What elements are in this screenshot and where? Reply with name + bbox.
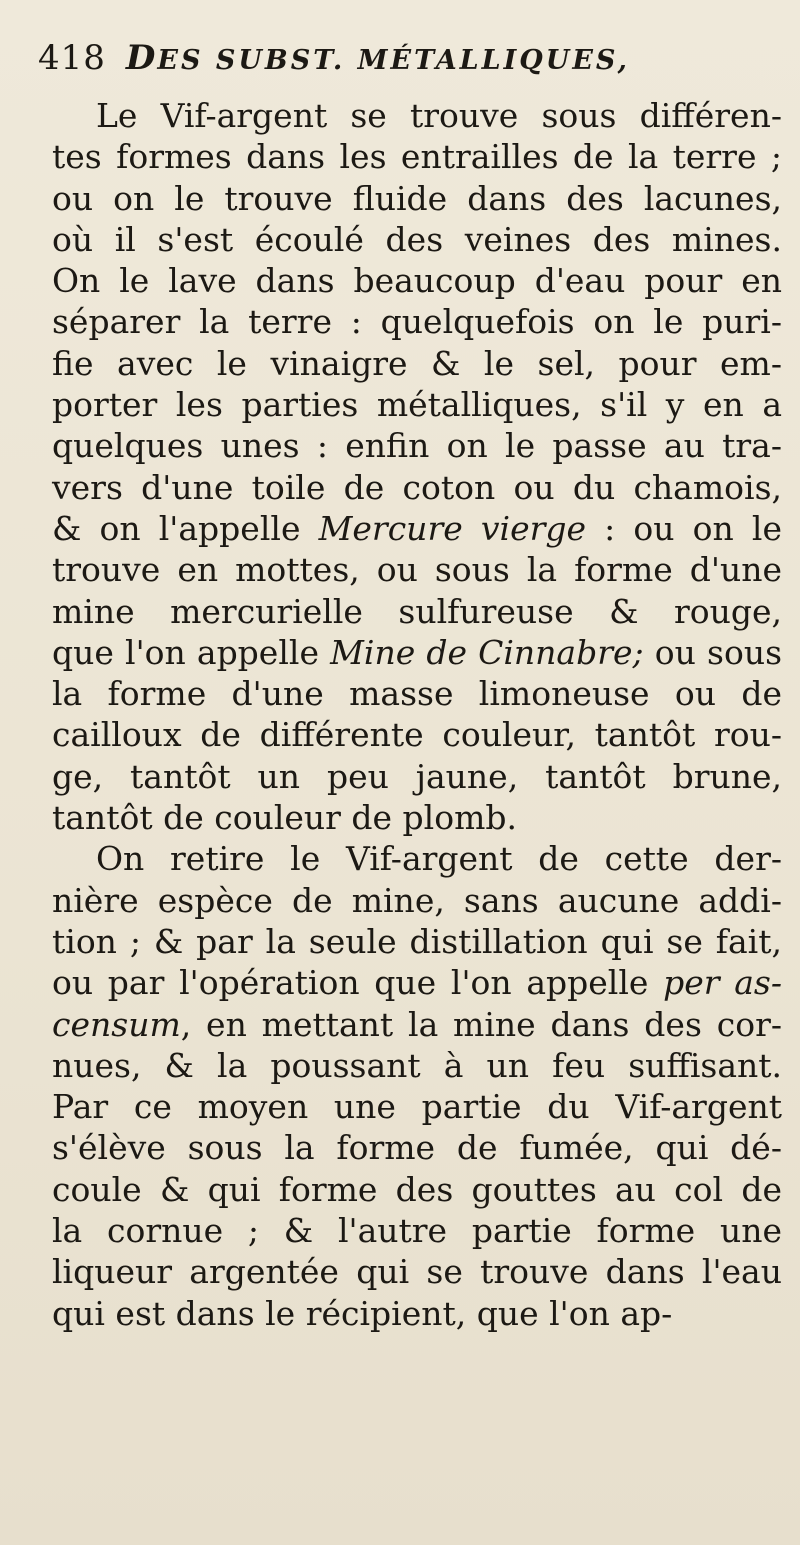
running-head — [38, 38, 778, 84]
text-line: coule & qui forme des gouttes au col de — [52, 1169, 782, 1209]
text-line: trouve en mottes, ou sous la forme d'une — [52, 550, 782, 590]
text-line: Le Vif-argent se trouve sous différen- — [96, 96, 782, 135]
text-segment: ou par l'opération que l'on appelle — [52, 963, 664, 1003]
running-title-rest: ES SUBST. MÉTALLIQUES, — [157, 45, 630, 76]
italic-term: censum — [52, 1004, 181, 1044]
text-line: qui est dans le récipient, que l'on ap- — [52, 1293, 673, 1333]
text-line — [52, 962, 782, 1003]
text-line: où il s'est écoulé des veines des mines. — [52, 219, 782, 259]
text-line: tes formes dans les entrailles de la terre ; — [52, 137, 782, 177]
text-segment: , en mettant la mine dans des cor- — [180, 1004, 782, 1044]
text-line: cailloux de différente couleur, tantôt rou- — [52, 715, 782, 755]
text-line — [52, 1004, 782, 1045]
running-title — [126, 38, 630, 78]
page-number: 418 — [38, 38, 106, 78]
text-segment: & on l'appelle — [52, 508, 319, 548]
text-line: quelques unes : enfin on le passe au tra- — [52, 426, 782, 466]
text-line: tion ; & par la seule distillation qui se fait, — [52, 921, 782, 961]
text-segment: ou sous — [643, 632, 783, 672]
text-line — [52, 508, 782, 549]
italic-term: Mine de Cinnabre; — [330, 632, 644, 672]
text-line — [52, 632, 782, 673]
italic-term: per as- — [663, 963, 782, 1003]
text-segment: que l'on appelle — [52, 632, 331, 672]
text-line: ge, tantôt un peu jaune, tantôt brune, — [52, 756, 782, 796]
text-segment: : ou on le — [586, 508, 782, 548]
text-line: On retire le Vif-argent de cette der- — [96, 839, 782, 879]
text-line: mine mercurielle sulfureuse & rouge, — [52, 591, 782, 631]
italic-term: Mercure vierge — [318, 508, 587, 548]
text-line: fie avec le vinaigre & le sel, pour em- — [52, 343, 782, 383]
text-line: séparer la terre : quelquefois on le puri- — [52, 302, 782, 342]
text-line: la forme d'une masse limoneuse ou de — [52, 674, 782, 714]
text-line: la cornue ; & l'autre partie forme une — [52, 1211, 782, 1251]
text-line: nues, & la poussant à un feu suffisant. — [52, 1045, 782, 1085]
text-line: On le lave dans beaucoup d'eau pour en — [52, 261, 782, 301]
text-line: ou on le trouve fluide dans des lacunes, — [52, 178, 782, 218]
body-text — [52, 95, 782, 1334]
text-line: s'élève sous la forme de fumée, qui dé- — [52, 1128, 782, 1168]
running-title-initial: D — [125, 38, 158, 78]
text-line: Par ce moyen une partie du Vif-argent — [52, 1087, 782, 1127]
text-line: porter les parties métalliques, s'il y en a — [52, 385, 782, 425]
text-line: liqueur argentée qui se trouve dans l'eau — [52, 1252, 782, 1292]
text-line: tantôt de couleur de plomb. — [52, 798, 518, 838]
text-line: vers d'une toile de coton ou du chamois, — [52, 467, 782, 507]
text-line: nière espèce de mine, sans aucune addi- — [52, 880, 782, 920]
